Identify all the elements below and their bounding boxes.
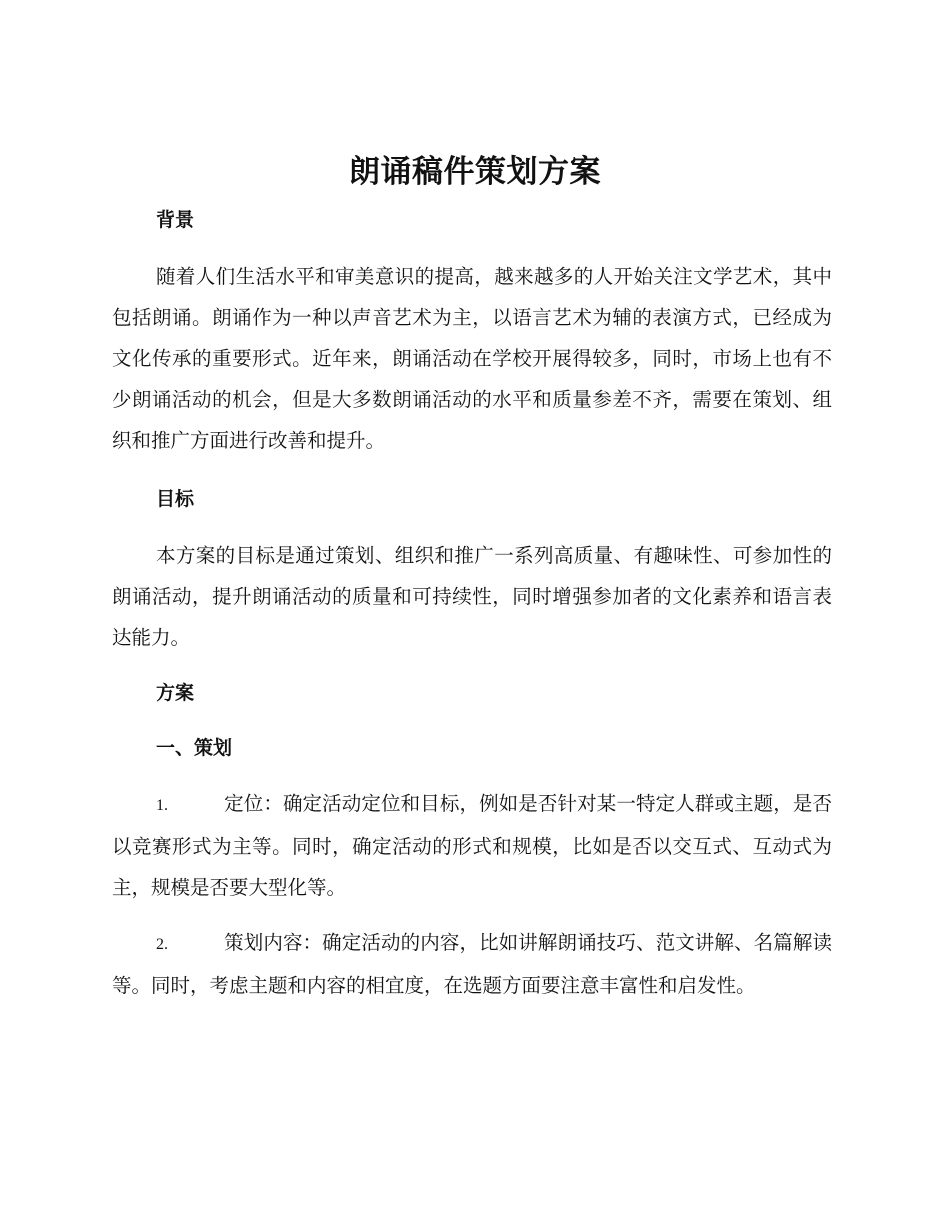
document-title: 朗诵稿件策划方案 [349, 154, 601, 190]
section-heading-goal: 目标 [156, 488, 195, 510]
background-paragraph: 随着人们生活水平和审美意识的提高，越来越多的人开始关注文学艺术，其中包括朗诵。朗诵作为一种以声音艺术为主，以语言艺术为辅的表演方式，已经成为文化传承的重要形式。近年来，朗诵活动在学校开展得较多，同时，市场上也有不少朗诵活动的机会，但是大多数朗诵活动的水平和质量参差不齐，需要在策划、组织和推广方面进行改善和提升。 [112, 265, 832, 452]
section-heading-plan: 方案 [156, 682, 195, 704]
list-item-text: 定位：确定活动定位和目标，例如是否针对某一特定人群或主题，是否以竞赛形式为主等。同时，确定活动的形式和规模，比如是否以交互式、互动式为主，规模是否要大型化等。 [112, 792, 832, 899]
list-item-number: 2. [156, 936, 168, 953]
section-heading-background: 背景 [156, 209, 195, 231]
list-item [112, 783, 832, 908]
list-item-number: 1. [156, 797, 168, 814]
goal-paragraph: 本方案的目标是通过策划、组织和推广一系列高质量、有趣味性、可参加性的朗诵活动，提升朗诵活动的质量和可持续性，同时增强参加者的文化素养和语言表达能力。 [112, 544, 832, 649]
list-item [112, 922, 832, 1006]
subsection-heading-planning: 一、策划 [156, 737, 233, 759]
list-item-text: 策划内容：确定活动的内容，比如讲解朗诵技巧、范文讲解、名篇解读等。同时，考虑主题和内容的相宜度，在选题方面要注意丰富性和启发性。 [112, 931, 832, 997]
